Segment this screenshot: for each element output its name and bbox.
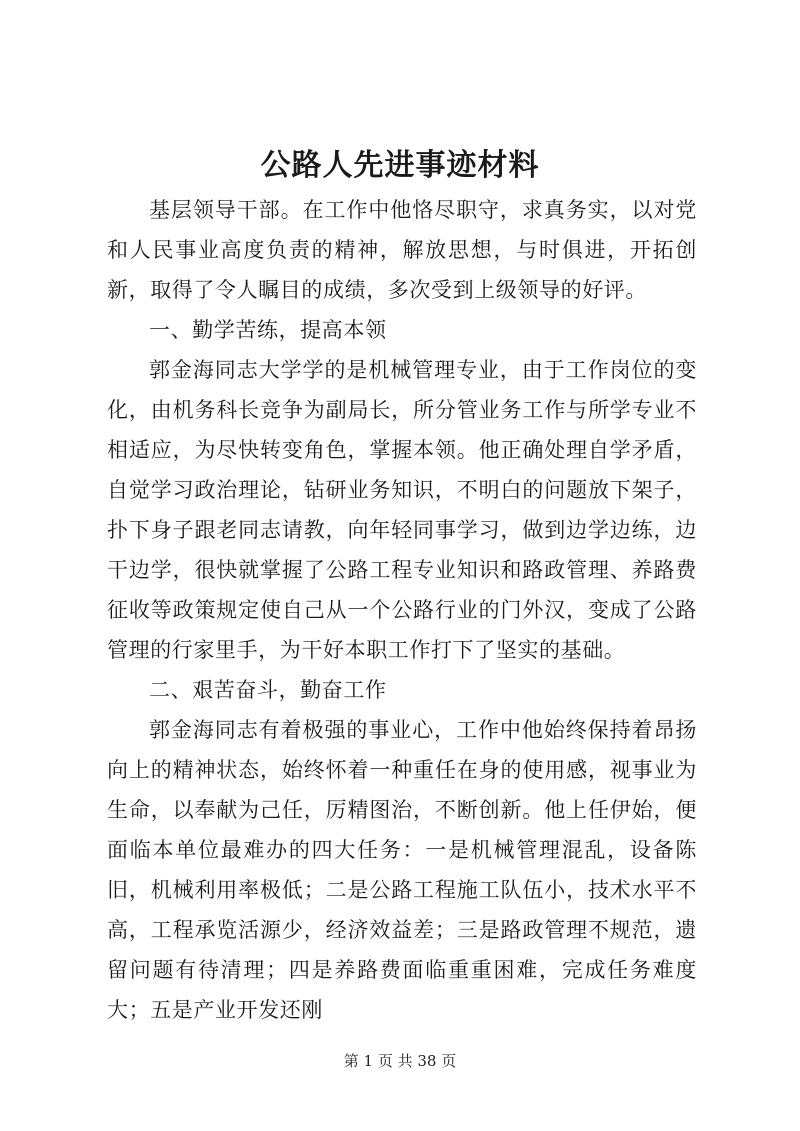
section-heading-2: 二、艰苦奋斗，勤奋工作 — [149, 678, 387, 702]
paragraph-section-2: 郭金海同志有着极强的事业心，工作中他始终保持着昂扬向上的精神状态，始终怀着一种重任在身的使用感，视事业为生命，以奉献为己任，厉精图治，不断创新。他上任伊始，便面临本单位最难办的四大任务：一是机械管理混乱，设备陈旧，机械利用率极低；二是公路工程施工队伍小，技术水平不高，工程承览活源少，经济效益差；三是路政管理不规范，遗留问题有待清理；四是养路费面临重重困难，完成任务难度大；五是产业开发还刚 — [107, 718, 697, 1022]
document-title: 公路人先进事迹材料 — [260, 148, 540, 183]
paragraph-section-1: 郭金海同志大学学的是机械管理专业，由于工作岗位的变化，由机务科长竞争为副局长，所分管业务工作与所学专业不相适应，为尽快转变角色，掌握本领。他正确处理自学矛盾，自觉学习政治理论，钻研业务知识，不明白的问题放下架子，扑下身子跟老同志请教，向年轻同事学习，做到边学边练，边干边学，很快就掌握了公路工程专业知识和路政管理、养路费征收等政策规定使自己从一个公路行业的门外汉，变成了公路管理的行家里手，为干好本职工作打下了坚实的基础。 — [107, 358, 697, 662]
page-footer: 第 1 页 共 38 页 — [343, 1052, 457, 1070]
document-body — [107, 190, 697, 1030]
section-heading-1: 一、勤学苦练，提高本领 — [149, 318, 387, 342]
paragraph-intro: 基层领导干部。在工作中他恪尽职守，求真务实，以对党和人民事业高度负责的精神，解放思想，与时俱进，开拓创新，取得了令人瞩目的成绩，多次受到上级领导的好评。 — [107, 198, 697, 302]
